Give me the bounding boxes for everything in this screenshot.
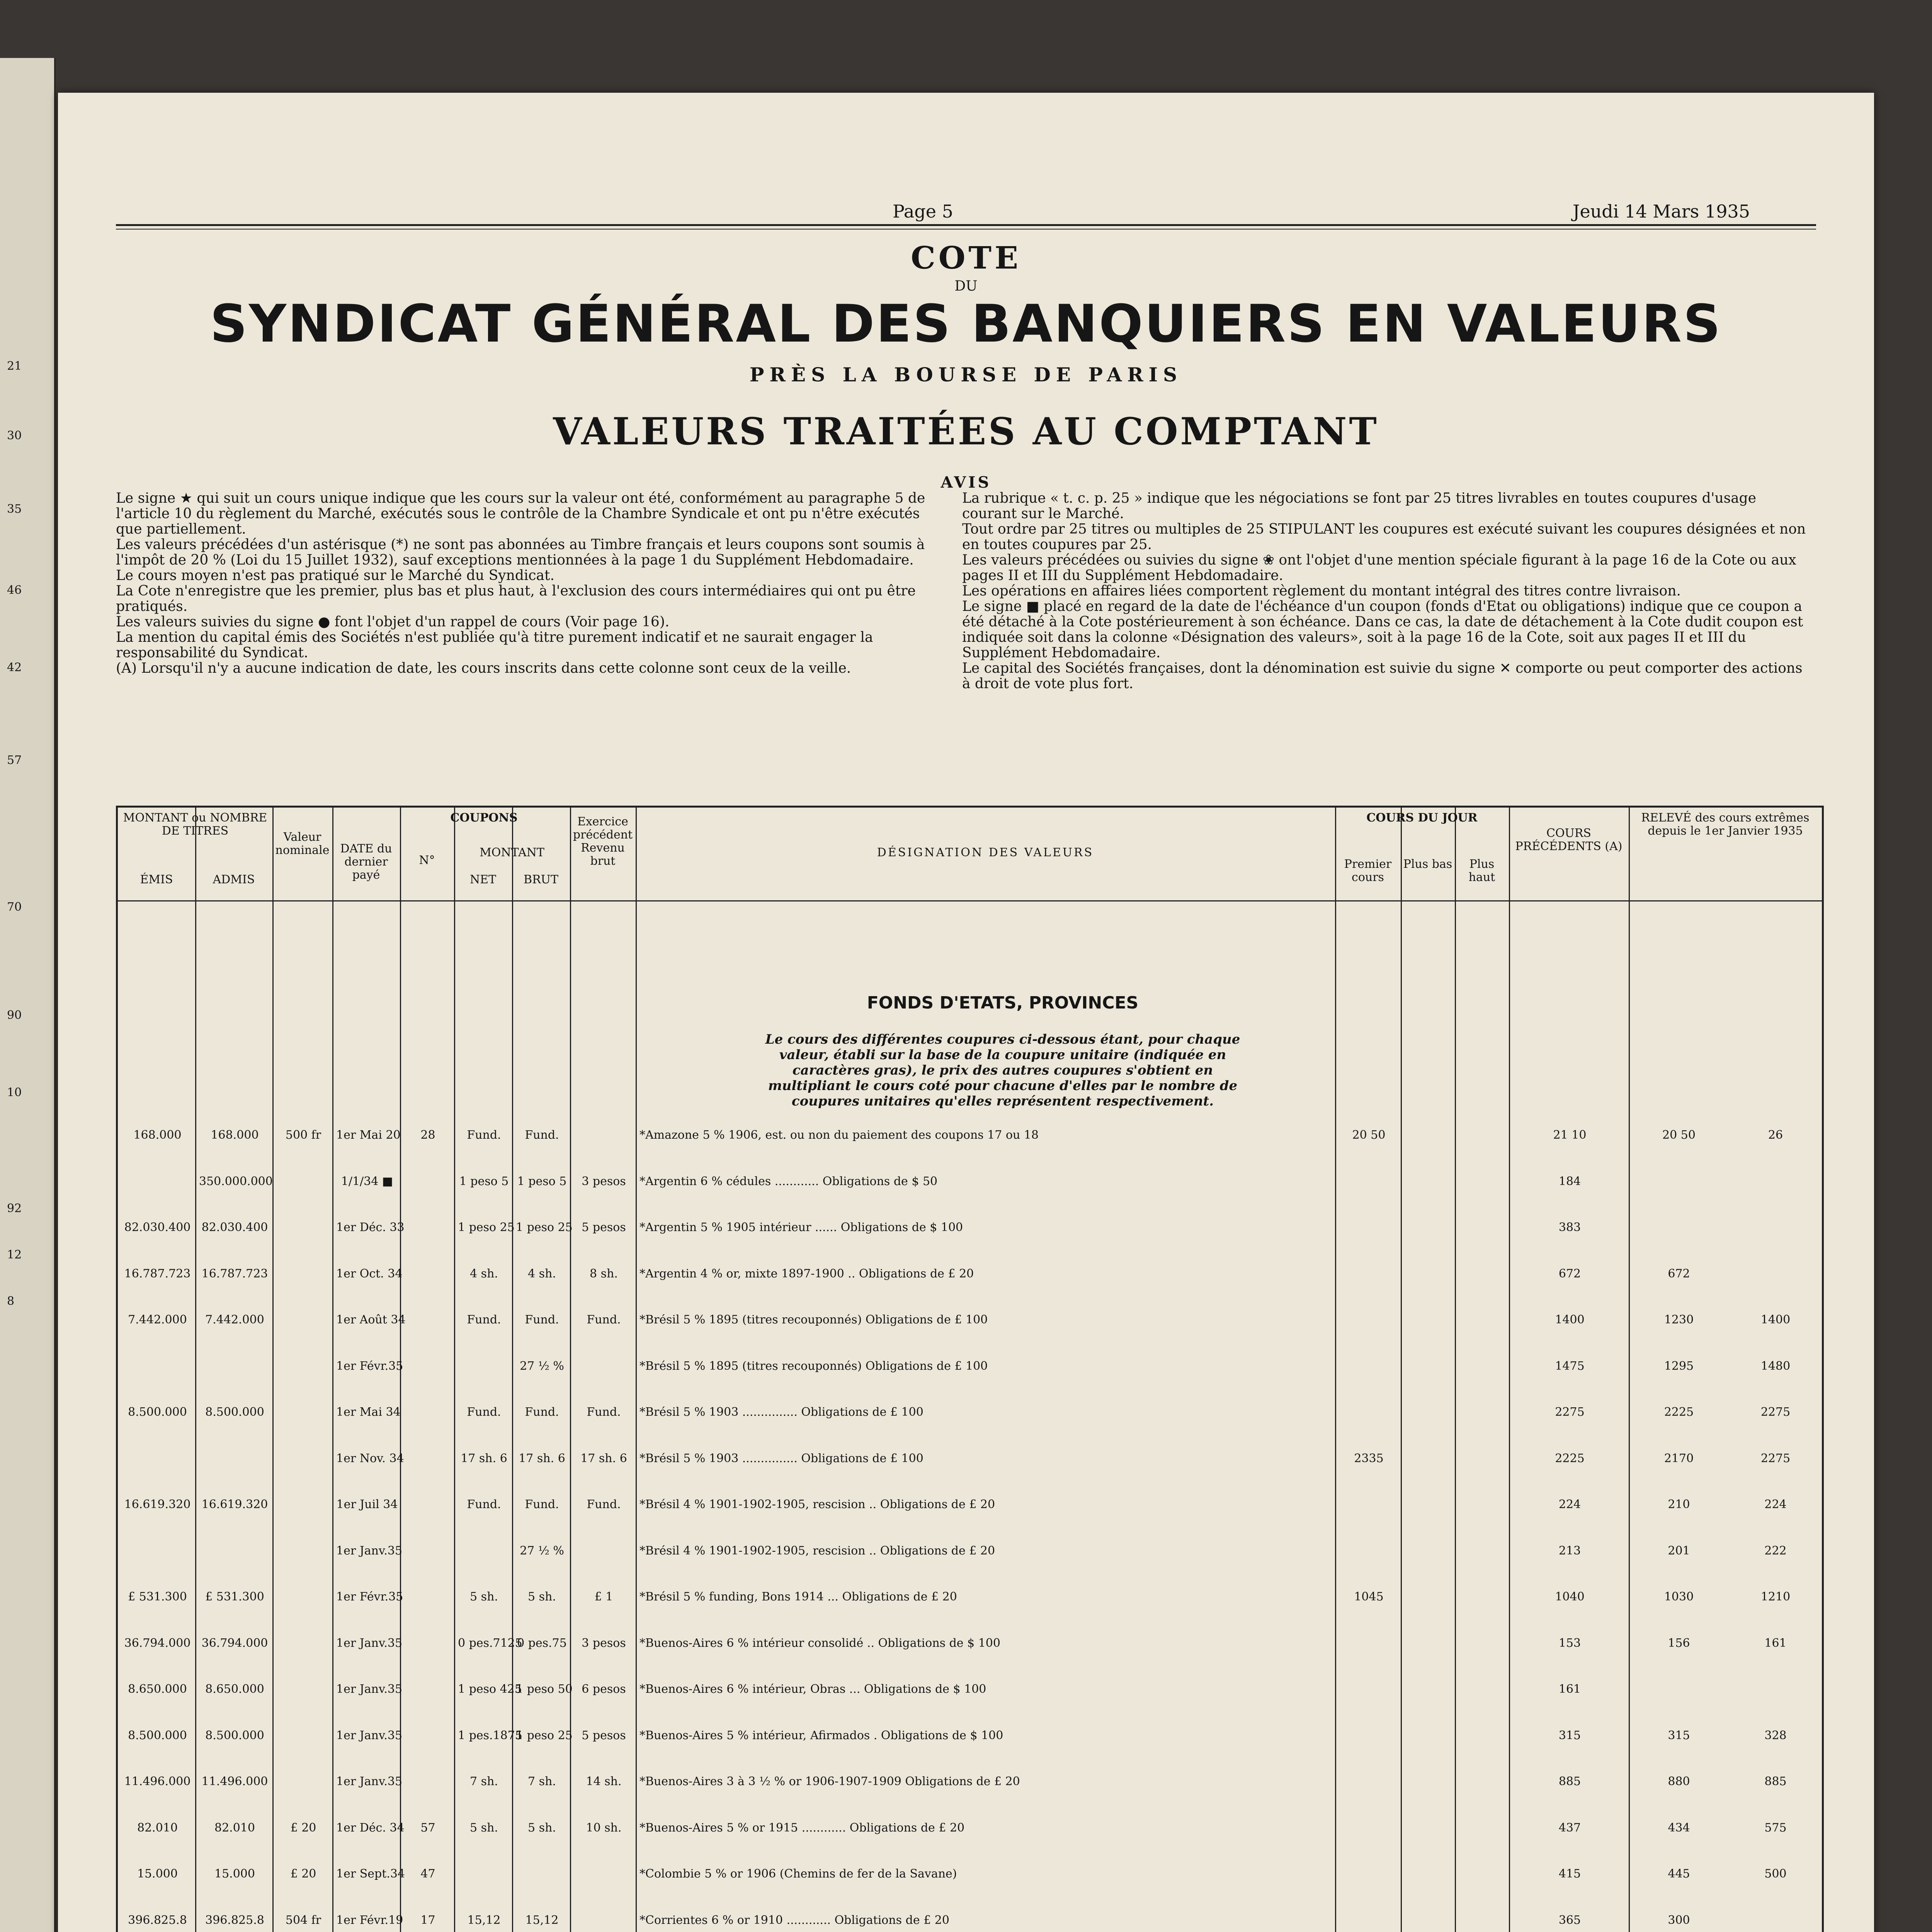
row-releve-bas: 880 [1668,1775,1690,1788]
row-brut: 4 sh. [528,1267,556,1281]
row-releve-haut: 575 [1764,1821,1787,1835]
row-net: 7 sh. [470,1775,498,1788]
row-premier: 20 50 [1352,1128,1386,1142]
row-designation: *Brésil 4 % 1901-1902-1905, rescision .. Obligations de £ 20 [639,1498,995,1511]
avis-paragraph: La mention du capital émis des Sociétés n'est publiée qu'à titre purement indicatif et ne saurait engager la responsabilité du Syndicat. [116,629,873,661]
avis-paragraph: Le signe ★ qui suit un cours unique indique que les cours sur la valeur ont été, conformément au paragraphe 5 de l'article 10 du règlement du Marché, exécutés sous le contrôle de la Chambre Syndicale et ont pu n'être exécutés que partiellement. [116,490,925,537]
margin-number: 35 [7,502,22,516]
row-premier: 1045 [1354,1590,1384,1604]
col-designation: DÉSIGNATION DES VALEURS [877,846,1094,859]
row-precedent: 21 10 [1553,1128,1587,1142]
margin-number: 46 [7,583,22,597]
row-releve-haut: 1480 [1760,1359,1791,1373]
avis-paragraph: (A) Lorsqu'il n'y a aucune indication de date, les cours inscrits dans cette colonne sont ceux de la veille. [116,660,851,676]
table-row [118,1679,1822,1700]
table-row [118,1401,1822,1423]
row-precedent: 672 [1558,1267,1581,1281]
row-brut: Fund. [525,1405,559,1419]
row-designation: *Brésil 5 % 1903 ............... Obligations de £ 100 [639,1451,923,1465]
section-title: FONDS D'ETATS, PROVINCES [867,993,1139,1013]
table-row [118,1910,1822,1931]
avis-paragraph: Les valeurs précédées d'un astérisque (*) ne sont pas abonnées au Timbre français et leurs coupons sont soumis à l'impôt de 20 % (Loi du 15 Juillet 1932), sauf exceptions mentionnées à la page 1 du Supplément Hebdomadaire. [116,537,925,568]
row-date: 1er Août 34 [336,1313,406,1327]
row-brut: Fund. [525,1498,559,1511]
row-precedent: 224 [1558,1498,1581,1511]
row-precedent: 213 [1558,1544,1581,1558]
row-date: 1er Sept.34 [336,1867,405,1881]
row-designation: *Brésil 5 % funding, Bons 1914 ... Obligations de £ 20 [639,1590,957,1604]
row-valeur: £ 20 [290,1821,316,1835]
row-num: 47 [420,1867,435,1881]
avis-paragraph: La rubrique « t. c. p. 25 » indique que les négociations se font par 25 titres livrables en toutes coupures d'usage courant sur le Marché. [962,490,1757,522]
row-brut: Fund. [525,1313,559,1327]
col-exercice: Exercice précédent Revenu brut [573,815,633,868]
row-exercice: £ 1 [594,1590,613,1604]
margin-number: 92 [7,1202,22,1215]
col-releve: RELEVÉ des cours extrêmes depuis le 1er Janvier 1935 [1641,811,1810,838]
avis-paragraph: La Cote n'enregistre que les premier, plus bas et plus haut, à l'exclusion des cours intermédiaires qui ont pu être pratiqués. [116,583,916,614]
section-heading: VALEURS TRAITÉES AU COMPTANT [553,410,1379,453]
masthead-title: SYNDICAT GÉNÉRAL DES BANQUIERS EN VALEURS [210,294,1722,354]
row-net: 4 sh. [470,1267,498,1281]
row-precedent: 315 [1558,1728,1581,1742]
row-precedent: 437 [1558,1821,1581,1835]
row-exercice: 17 sh. 6 [580,1451,627,1465]
row-date: 1/1/34 ■ [341,1174,393,1188]
row-net: Fund. [467,1498,501,1511]
row-emis: 7.442.000 [128,1313,187,1327]
row-precedent: 415 [1558,1867,1581,1881]
margin-number: 10 [7,1086,22,1099]
masthead-du: DU [954,278,978,294]
avis-paragraph: Le signe ■ placé en regard de la date de l'échéance d'un coupon (fonds d'Etat ou obligations) indique que ce coupon a été détaché à la Cote postérieurement à son échéance. Dans ce cas, la date de détachement à la Cote dudit coupon est indiquée soit dans la colonne «Désignation des valeurs», soit à la page 16 de la Cote, soit aux pages II et III du Supplément Hebdomadaire. [962,599,1803,661]
row-brut: 7 sh. [528,1775,556,1788]
row-date: 1er Janv.35 [336,1682,403,1696]
row-net: Fund. [467,1313,501,1327]
row-designation: *Corrientes 6 % or 1910 ............ Obligations de £ 20 [639,1913,949,1927]
row-releve-bas: 210 [1668,1498,1690,1511]
row-emis: £ 531.300 [128,1590,187,1604]
row-admis: £ 531.300 [205,1590,264,1604]
row-releve-bas: 315 [1668,1728,1690,1742]
row-emis: 36.794.000 [124,1636,191,1650]
row-exercice: Fund. [587,1498,621,1511]
avis-paragraph: Les valeurs précédées ou suivies du signe ❀ ont l'objet d'une mention spéciale figurant à la page 16 de la Cote ou aux pages II et III du Supplément Hebdomadaire. [962,552,1796,583]
row-releve-haut: 885 [1764,1775,1787,1788]
row-releve-haut: 1400 [1760,1313,1791,1327]
masthead-subtitle: PRÈS LA BOURSE DE PARIS [749,363,1183,386]
avis-left-column [116,491,935,676]
row-releve-haut: 2275 [1760,1405,1791,1419]
row-exercice: Fund. [587,1313,621,1327]
row-emis: 8.500.000 [128,1728,187,1742]
table-row [118,1171,1822,1192]
table-row [118,1817,1822,1839]
row-date: 1er Janv.35 [336,1544,403,1558]
row-releve-haut: 2275 [1760,1451,1791,1465]
table-row [118,1586,1822,1608]
row-releve-bas: 434 [1668,1821,1690,1835]
row-valeur: 504 fr [285,1913,321,1927]
row-emis: 82.010 [137,1821,178,1835]
row-admis: 82.030.400 [201,1221,268,1234]
row-brut: 5 sh. [528,1590,556,1604]
col-premier: Premier cours [1344,857,1392,884]
quotation-table [116,806,1824,1932]
row-precedent: 184 [1558,1174,1581,1188]
row-releve-bas: 156 [1668,1636,1690,1650]
table-row [118,1309,1822,1331]
row-precedent: 161 [1558,1682,1581,1696]
row-net: 1 peso 425 [458,1682,522,1696]
margin-number: 12 [7,1248,22,1262]
row-designation: *Buenos-Aires 6 % intérieur, Obras ... Obligations de $ 100 [639,1682,986,1696]
margin-number: 8 [7,1294,15,1308]
section-note: Le cours des différentes coupures ci-dessous étant, pour chaque valeur, établi sur la base de la coupure unitaire (indiquée en caractères gras), le prix des autres coupures s'obtient en multipliant le cours coté pour chacune d'elles par le nombre de coupures unitaires qu'elles représentent respectivement. [765,1032,1240,1109]
row-designation: *Brésil 4 % 1901-1902-1905, rescision .. Obligations de £ 20 [639,1544,995,1558]
col-montant-coupon: MONTANT [480,846,544,859]
row-releve-bas: 1230 [1664,1313,1694,1327]
row-exercice: 5 pesos [582,1221,626,1234]
row-net: 17 sh. 6 [461,1451,507,1465]
row-emis: 11.496.000 [124,1775,191,1788]
row-net: 1 peso 25 [458,1221,515,1234]
row-releve-haut: 1210 [1760,1590,1791,1604]
table-row [118,1448,1822,1469]
row-brut: Fund. [525,1128,559,1142]
row-releve-bas: 201 [1668,1544,1690,1558]
row-designation: *Brésil 5 % 1895 (titres recouponnés) Obligations de £ 100 [639,1359,988,1373]
row-premier: 2335 [1354,1451,1384,1465]
avis-paragraph: Le capital des Sociétés françaises, dont la dénomination est suivie du signe ✕ comporte ou peut comporter des actions à droit de vote plus fort. [962,660,1803,692]
row-admis: 168.000 [211,1128,259,1142]
row-admis: 11.496.000 [201,1775,268,1788]
row-brut: 1 peso 5 [517,1174,567,1188]
row-brut: 5 sh. [528,1821,556,1835]
avis-paragraph: Le cours moyen n'est pas pratiqué sur le Marché du Syndicat. [116,568,554,583]
row-exercice: 8 sh. [590,1267,618,1281]
row-admis: 350.000.000 [199,1174,273,1188]
row-date: 1er Oct. 34 [336,1267,403,1281]
row-date: 1er Juil 34 [336,1498,398,1511]
row-exercice: 14 sh. [586,1775,622,1788]
newspaper-page [58,93,1874,1932]
row-releve-haut: 161 [1764,1636,1787,1650]
row-brut: 1 peso 25 [516,1728,573,1742]
row-releve-bas: 20 50 [1662,1128,1696,1142]
margin-number: 30 [7,429,22,442]
row-net: 1 peso 5 [459,1174,509,1188]
row-emis: 16.787.723 [124,1267,191,1281]
row-date: 1er Janv.35 [336,1728,403,1742]
row-precedent: 1040 [1555,1590,1585,1604]
row-releve-haut: 500 [1764,1867,1787,1881]
row-brut: 27 ½ % [520,1359,564,1373]
row-releve-haut: 328 [1764,1728,1787,1742]
row-precedent: 1400 [1555,1313,1585,1327]
row-admis: 8.650.000 [205,1682,264,1696]
table-row [118,1633,1822,1654]
col-coupons: COUPONS [450,811,518,825]
previous-page-edge [0,58,56,1932]
row-brut: 27 ½ % [520,1544,564,1558]
row-num: 28 [420,1128,435,1142]
row-admis: 16.619.320 [201,1498,268,1511]
avis-paragraph: Les opérations en affaires liées comportent règlement du montant intégral des titres contre livraison. [962,583,1681,599]
row-date: 1er Févr.19 [336,1913,403,1927]
row-net: 0 pes.7125 [458,1636,522,1650]
row-emis: 168.000 [133,1128,182,1142]
col-valeur: Valeur nominale [275,830,330,857]
row-releve-bas: 1030 [1664,1590,1694,1604]
row-admis: 36.794.000 [201,1636,268,1650]
row-net: 1 pes.1875 [458,1728,522,1742]
row-designation: *Amazone 5 % 1906, est. ou non du paiement des coupons 17 ou 18 [639,1128,1039,1142]
row-admis: 16.787.723 [201,1267,268,1281]
margin-number: 70 [7,900,22,914]
header-rule-thin [116,229,1816,230]
row-date: 1er Févr.35 [336,1359,403,1373]
avis-paragraph: Tout ordre par 25 titres ou multiples de 25 STIPULANT les coupures est exécuté suivant les coupures désignées et non en toutes coupures par 25. [962,521,1806,553]
row-admis: 396.825.8 [205,1913,264,1927]
row-date: 1er Févr.35 [336,1590,403,1604]
row-designation: *Argentin 5 % 1905 intérieur ...... Obligations de $ 100 [639,1221,963,1234]
row-date: 1er Mai 20 [336,1128,401,1142]
row-releve-bas: 300 [1668,1913,1690,1927]
col-emis: ÉMIS [140,873,173,886]
row-designation: *Argentin 4 % or, mixte 1897-1900 .. Obligations de £ 20 [639,1267,974,1281]
row-precedent: 153 [1558,1636,1581,1650]
row-date: 1er Déc. 34 [336,1821,405,1835]
row-emis: 15.000 [137,1867,178,1881]
row-releve-bas: 1295 [1664,1359,1694,1373]
table-row [118,1771,1822,1793]
col-date: DATE du dernier payé [340,842,392,882]
col-montant: MONTANT ou NOMBRE DE TITRES [123,811,267,838]
row-admis: 8.500.000 [205,1728,264,1742]
col-cours-jour: COURS DU JOUR [1366,811,1478,825]
row-designation: *Buenos-Aires 5 % intérieur, Afirmados . Obligations de $ 100 [639,1728,1003,1742]
row-precedent: 383 [1558,1221,1581,1234]
row-net: 5 sh. [470,1821,498,1835]
table-row [118,1217,1822,1238]
issue-date: Jeudi 14 Mars 1935 [1573,201,1750,222]
row-net: Fund. [467,1405,501,1419]
row-releve-bas: 672 [1668,1267,1690,1281]
row-date: 1er Janv.35 [336,1636,403,1650]
row-designation: *Brésil 5 % 1903 ............... Obligations de £ 100 [639,1405,923,1419]
table-row [118,1263,1822,1285]
row-releve-bas: 445 [1668,1867,1690,1881]
row-designation: *Brésil 5 % 1895 (titres recouponnés) Obligations de £ 100 [639,1313,988,1327]
row-releve-haut: 26 [1768,1128,1783,1142]
row-valeur: 500 fr [285,1128,321,1142]
header-divider [118,900,1822,901]
row-designation: *Buenos-Aires 5 % or 1915 ............ Obligations de £ 20 [639,1821,965,1835]
col-haut: Plus haut [1468,857,1495,884]
row-brut: 15,12 [525,1913,559,1927]
avis-right-column [962,491,1812,692]
row-emis: 82.030.400 [124,1221,191,1234]
margin-number: 57 [7,753,22,767]
row-designation: *Argentin 6 % cédules ............ Obligations de $ 50 [639,1174,938,1188]
margin-number: 21 [7,359,22,373]
row-exercice: 3 pesos [582,1636,626,1650]
masthead-cote: COTE [911,240,1021,276]
row-emis: 396.825.8 [128,1913,187,1927]
margin-number: 90 [7,1009,22,1022]
row-precedent: 885 [1558,1775,1581,1788]
row-emis: 8.500.000 [128,1405,187,1419]
row-precedent: 2225 [1555,1451,1585,1465]
table-row [118,1494,1822,1515]
table-row [118,1540,1822,1562]
row-num: 57 [420,1821,435,1835]
row-exercice: 3 pesos [582,1174,626,1188]
col-bas: Plus bas [1403,857,1452,871]
row-precedent: 365 [1558,1913,1581,1927]
col-brut: BRUT [524,873,558,886]
table-row [118,1124,1822,1146]
row-brut: 17 sh. 6 [519,1451,565,1465]
row-releve-haut: 224 [1764,1498,1787,1511]
row-designation: *Colombie 5 % or 1906 (Chemins de fer de la Savane) [639,1867,957,1881]
row-brut: 1 peso 50 [516,1682,573,1696]
row-releve-haut: 222 [1764,1544,1787,1558]
row-releve-bas: 2170 [1664,1451,1694,1465]
row-date: 1er Nov. 34 [336,1451,404,1465]
row-brut: 1 peso 25 [516,1221,573,1234]
row-admis: 7.442.000 [205,1313,264,1327]
col-admis: ADMIS [213,873,255,886]
row-date: 1er Mai 34 [336,1405,401,1419]
row-exercice: 5 pesos [582,1728,626,1742]
row-net: 15,12 [467,1913,501,1927]
row-brut: 0 pes.75 [517,1636,567,1650]
row-precedent: 1475 [1555,1359,1585,1373]
row-admis: 82.010 [214,1821,255,1835]
table-row [118,1863,1822,1885]
col-num: N° [419,854,435,867]
col-net: NET [469,873,497,886]
row-designation: *Buenos-Aires 3 à 3 ½ % or 1906-1907-1909 Obligations de £ 20 [639,1775,1020,1788]
row-date: 1er Déc. 33 [336,1221,405,1234]
row-valeur: £ 20 [290,1867,316,1881]
row-exercice: 10 sh. [586,1821,622,1835]
page-number: Page 5 [893,201,953,222]
row-releve-bas: 2225 [1664,1405,1694,1419]
header-rule [116,224,1816,226]
col-precedents: COURS PRÉCÉDENTS (A) [1515,827,1622,853]
row-precedent: 2275 [1555,1405,1585,1419]
row-exercice: 6 pesos [582,1682,626,1696]
row-designation: *Buenos-Aires 6 % intérieur consolidé .. Obligations de $ 100 [639,1636,1000,1650]
row-date: 1er Janv.35 [336,1775,403,1788]
table-row [118,1725,1822,1747]
row-emis: 8.650.000 [128,1682,187,1696]
row-admis: 8.500.000 [205,1405,264,1419]
table-row [118,1355,1822,1377]
avis-paragraph: Les valeurs suivies du signe ● font l'objet d'un rappel de cours (Voir page 16). [116,614,670,630]
row-admis: 15.000 [214,1867,255,1881]
row-exercice: Fund. [587,1405,621,1419]
row-net: 5 sh. [470,1590,498,1604]
margin-number: 42 [7,661,22,674]
row-emis: 16.619.320 [124,1498,191,1511]
row-net: Fund. [467,1128,501,1142]
avis-title: AVIS [940,473,992,492]
row-num: 17 [420,1913,435,1927]
